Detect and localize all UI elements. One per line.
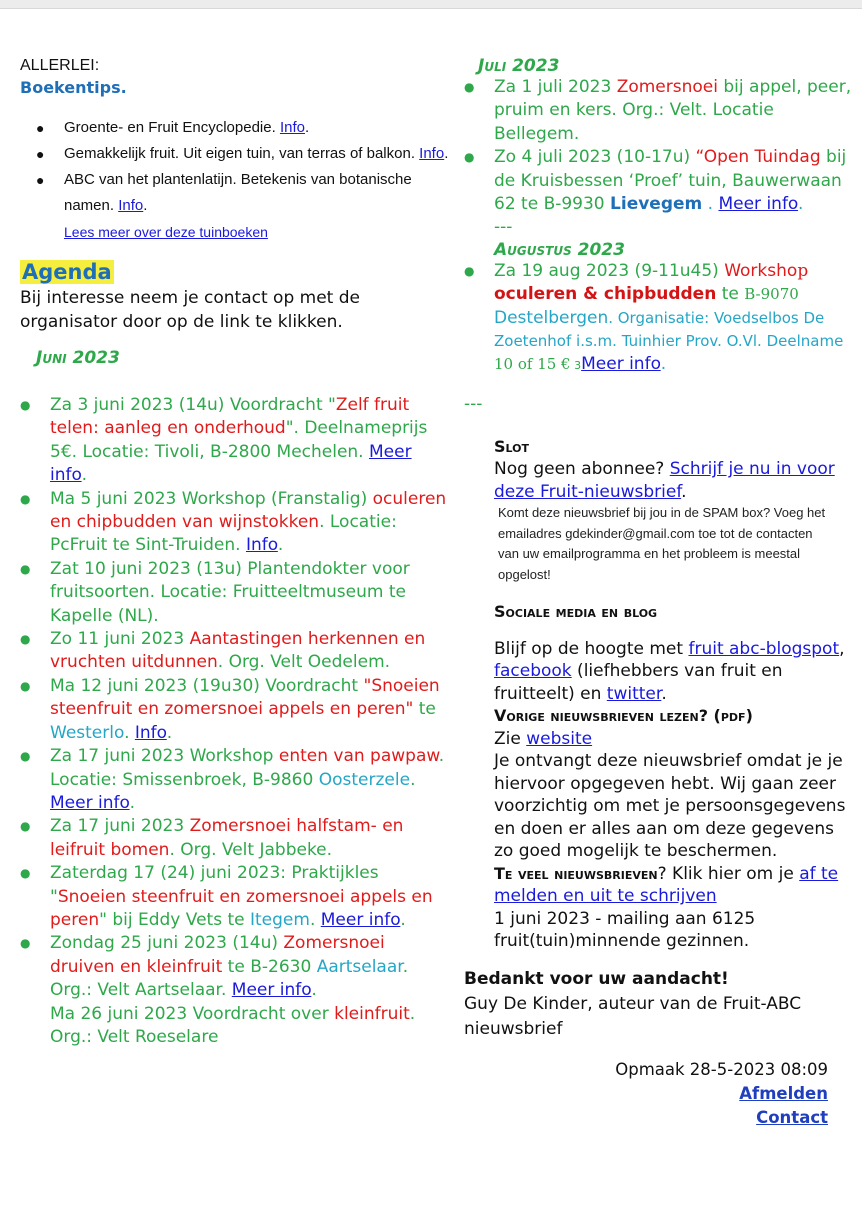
punct: . xyxy=(304,119,310,136)
event-text: Za 1 juli 2023 xyxy=(494,77,617,97)
event-item xyxy=(20,745,450,815)
bullet-icon: ● xyxy=(464,80,475,94)
punct: . xyxy=(681,481,687,502)
bullet-icon: ● xyxy=(20,491,31,506)
punct: . xyxy=(798,194,804,215)
augustus-heading: Augustus 2023 xyxy=(494,239,625,260)
thanks-text: Bedankt voor uw aandacht! xyxy=(464,968,729,989)
event-item xyxy=(464,76,856,146)
event-text: Za 17 juni 2023 xyxy=(50,816,190,837)
punct: . xyxy=(400,909,406,930)
social-mid: (liefhebbers van fruit en fruitteelt) en xyxy=(494,661,783,704)
top-bar xyxy=(0,0,862,9)
tuinboeken-link[interactable]: Lees meer over deze tuinboeken xyxy=(64,224,268,240)
info-link[interactable]: Info xyxy=(134,722,167,743)
event-item xyxy=(20,558,450,628)
book-item xyxy=(20,115,450,141)
event-text: . Org. Velt Oedelem. xyxy=(217,652,391,673)
bullet-icon: ● xyxy=(464,150,475,165)
event-highlight: "Snoeien steenfruit en zomersnoei appels en peren" xyxy=(50,675,440,720)
event-text: ". Deelnameprijs 5€. Locatie: Tivoli, B-2800 Mechelen. xyxy=(50,418,428,462)
event-item xyxy=(20,675,450,745)
separator: --- xyxy=(494,217,513,238)
bullet-icon: ● xyxy=(20,678,31,693)
event-text: . Locatie: Smissenbroek, B-9860 xyxy=(50,746,445,790)
event-location: Oosterzele xyxy=(318,769,411,790)
event-highlight: “Open Tuindag xyxy=(695,147,821,168)
bullet-icon: ● xyxy=(20,936,31,951)
mailing-text: 1 juni 2023 - mailing aan 6125 fruit(tuin)minnende gezinnen. xyxy=(494,908,756,952)
event-text: 10 of 15 € xyxy=(494,355,571,374)
event-text: Za 19 aug 2023 (9-11u45) xyxy=(494,260,725,281)
event-text: . Org.: Velt Roeselare xyxy=(50,1003,416,1047)
event-text: te B-2630 xyxy=(222,956,317,977)
spam-note: Komt deze nieuwsbrief bij jou in de SPAM box? Voeg het emailadres gdekinder@gmail.com toe tot de contacten van uw emailprogramma en het probleem is meestal opgelost! xyxy=(498,505,826,582)
teveel-text: ? Klik hier om je xyxy=(657,863,800,884)
footer-section xyxy=(464,967,856,1130)
punct: , xyxy=(839,638,845,659)
punct: . xyxy=(311,980,317,1001)
event-text: Zo 4 juli 2023 (10-17u) xyxy=(494,147,696,168)
event-highlight: kleinfruit xyxy=(334,1003,410,1024)
book-item xyxy=(20,141,450,167)
event-highlight: Zomersnoei halfstam- en leifruit bomen xyxy=(50,816,404,860)
social-heading: Sociale media en blog xyxy=(494,602,658,622)
book-text: Groente- en Fruit Encyclopedie. xyxy=(64,119,280,136)
slot-heading: Slot xyxy=(494,436,529,456)
website-line xyxy=(494,728,856,751)
book-text: Gemakkelijk fruit. Uit eigen tuin, van terras of balkon. xyxy=(64,145,420,162)
meer-info-link[interactable]: Meer info xyxy=(50,441,412,486)
event-item xyxy=(464,260,856,378)
event-text: Ma 12 juni 2023 (19u30) Voordracht xyxy=(50,675,364,696)
info-link[interactable]: Info xyxy=(245,535,278,556)
social-intro: Blijf op de hoogte met xyxy=(494,638,689,659)
event-highlight: Zelf fruit telen: aanleg en onderhoud xyxy=(50,395,410,439)
vorige-heading: Vorige nieuwsbrieven lezen? (pdf) xyxy=(494,706,753,726)
meer-info-link[interactable]: Meer info xyxy=(581,354,661,375)
event-location: Aartselaar xyxy=(316,956,403,977)
punct: . xyxy=(129,792,135,813)
bullet-icon: ● xyxy=(36,120,45,136)
punct: . xyxy=(702,194,719,215)
event-text: . Locatie: PcFruit te Sint-Truiden. xyxy=(50,512,397,556)
meer-info-link[interactable]: Meer info xyxy=(231,980,312,1001)
event-highlight: Zomersnoei xyxy=(616,77,718,97)
event-item xyxy=(464,146,856,240)
event-item xyxy=(20,488,450,558)
contact-link[interactable]: Contact xyxy=(756,1107,828,1127)
event-text: Za 17 juni 2023 Workshop xyxy=(50,746,279,767)
juli-heading: Juli 2023 xyxy=(478,56,560,76)
augustus-events xyxy=(464,260,856,378)
website-link[interactable]: website xyxy=(526,728,593,749)
event-text: Ma 5 juni 2023 Workshop (Franstalig) xyxy=(50,488,373,509)
bullet-icon: ● xyxy=(36,172,45,188)
event-text: Zo 11 juni 2023 xyxy=(50,629,190,650)
event-text: bij de Kruisbessen ‘Proef’ tuin, Bauwerwaan 62 te B-9930 xyxy=(494,147,847,215)
punct: . xyxy=(124,722,135,743)
agenda-intro: Bij interesse neem je contact op met de organisator door op de link te klikken. xyxy=(20,288,360,332)
book-info-link[interactable]: Info xyxy=(419,145,445,162)
facebook-link[interactable]: facebook xyxy=(494,661,572,682)
event-text: " bij Eddy Vets te xyxy=(99,909,250,930)
juli-events xyxy=(464,76,856,240)
bullet-icon: ● xyxy=(20,561,31,576)
punct: . xyxy=(660,354,667,375)
event-highlight: Snoeien steenfruit en zomersnoei appels en peren xyxy=(50,886,433,930)
event-text: te xyxy=(716,284,745,305)
meer-info-link[interactable]: Meer info xyxy=(718,194,799,215)
event-item xyxy=(20,815,450,862)
event-highlight: Worksho xyxy=(724,260,798,281)
meer-info-link[interactable]: Meer info xyxy=(50,792,130,813)
event-item xyxy=(20,394,450,488)
footer-right xyxy=(464,1058,828,1130)
left-column xyxy=(20,56,450,1049)
opmaak-text: Opmaak 28-5-2023 08:09 xyxy=(615,1059,828,1079)
twitter-link[interactable]: twitter xyxy=(606,683,662,704)
bullet-icon: ● xyxy=(20,866,31,881)
punct: . xyxy=(444,145,449,162)
punct: . xyxy=(410,769,416,790)
blogspot-link[interactable]: fruit abc-blogspot xyxy=(688,638,840,659)
privacy-text: Je ontvangt deze nieuwsbrief omdat je je hiervoor opgegeven hebt. Wij gaan zeer voorzichtig om met je persoonsgegevens en doen er alles aan om deze gegevens zo goed mogelijk te beschermen. xyxy=(494,751,846,862)
book-info-link[interactable]: Info xyxy=(279,119,305,136)
event-text: Za 3 juni 2023 (14u) Voordracht " xyxy=(50,395,336,415)
event-text: Ma 26 juni 2023 Voordracht over xyxy=(50,1003,335,1024)
meer-info-link[interactable]: Meer info xyxy=(320,909,401,930)
event-text: . Organisatie: Voedselbos De Zoetenhof i.s.m. Tuinhier Prov. O.Vl. Deelname xyxy=(494,308,844,351)
event-location: Lievegem xyxy=(610,194,703,215)
boekentips-heading: Boekentips. xyxy=(20,78,127,97)
book-item xyxy=(20,167,450,246)
bullet-icon: ● xyxy=(20,749,31,764)
unsubscribe-link[interactable]: af te melden en uit te schrijven xyxy=(494,863,839,907)
event-text: Zaterdag 17 (24) juni 2023: Praktijkles " xyxy=(50,863,379,907)
juni-heading: Juni 2023 xyxy=(36,348,120,368)
event-highlight: Zomersnoei druiven en kleinfruit xyxy=(50,933,385,977)
event-item xyxy=(20,932,450,1049)
event-text: 3 xyxy=(570,359,582,373)
subscribe-line xyxy=(494,458,856,503)
event-item xyxy=(20,628,450,675)
subscribe-link[interactable]: Schrijf je nu in voor deze Fruit-nieuwsbrief xyxy=(494,459,835,502)
bullet-icon: ● xyxy=(20,398,31,412)
punct: . xyxy=(661,683,667,704)
punct: . xyxy=(143,197,148,214)
book-info-link[interactable]: Info xyxy=(118,197,144,214)
teveel-heading: Te veel nieuwsbrieven xyxy=(494,863,658,883)
juni-events xyxy=(20,394,450,1049)
event-location: Westerlo xyxy=(50,722,125,743)
event-text: bij appel, peer, pruim en kers. Org.: Velt. Locatie Bellegem. xyxy=(494,77,852,144)
event-text: . Org.: Velt Aartselaar. xyxy=(50,956,409,1001)
event-text: B-9070 xyxy=(744,285,799,304)
social-text xyxy=(494,638,856,706)
punct: . xyxy=(81,465,87,486)
teveel-line xyxy=(494,863,856,908)
agenda-heading: Agenda xyxy=(22,260,112,284)
event-highlight: enten van pawpaw xyxy=(278,746,439,767)
bullet-icon: ● xyxy=(20,819,31,834)
subscribe-question: Nog geen abonnee? xyxy=(494,459,670,480)
event-item xyxy=(20,862,450,932)
book-list xyxy=(20,115,450,246)
event-highlight: oculeren en chipbudden van wijnstokken xyxy=(50,488,447,533)
event-location: Itegem xyxy=(249,909,310,930)
punct: . xyxy=(166,722,173,743)
event-text: te xyxy=(413,699,436,720)
slot-section xyxy=(494,436,856,953)
right-column xyxy=(464,56,856,1130)
event-text: . Org. Velt Jabbeke. xyxy=(169,839,333,860)
bullet-icon: ● xyxy=(20,632,31,647)
afmelden-link[interactable]: Afmelden xyxy=(739,1083,828,1103)
punct: . xyxy=(277,535,284,556)
punct: . xyxy=(309,909,321,930)
event-text: Zondag 25 juni 2023 (14u) xyxy=(50,933,284,954)
bullet-icon: ● xyxy=(464,263,475,278)
allerlei-label: ALLERLEI: xyxy=(20,57,100,74)
event-location: Destelbergen xyxy=(494,307,609,328)
bullet-icon: ● xyxy=(36,146,45,162)
author-text: Guy De Kinder, auteur van de Fruit-ABC nieuwsbrief xyxy=(464,993,802,1039)
separator: --- xyxy=(464,393,483,414)
event-highlight: Aantastingen herkennen en vruchten uitdunnen xyxy=(50,629,426,673)
event-highlight: p xyxy=(797,260,809,281)
event-highlight: oculeren & chipbudden xyxy=(494,284,717,305)
event-text: Zat 10 juni 2023 (13u) Plantendokter voor fruitsoorten. Locatie: Fruitteeltmuseum te Kapelle (NL). xyxy=(50,558,410,626)
book-text: ABC van het plantenlatijn. Betekenis van botanische namen. xyxy=(64,171,412,214)
zie-label: Zie xyxy=(494,728,527,749)
